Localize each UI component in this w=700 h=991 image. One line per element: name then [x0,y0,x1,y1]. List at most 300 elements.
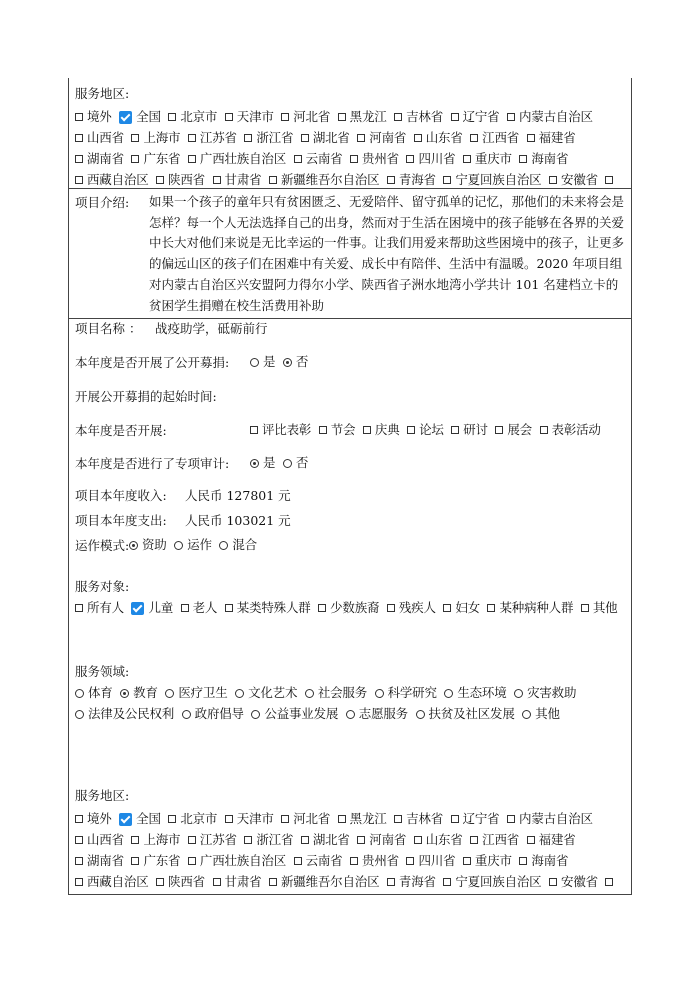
option-label: 北京市 [180,109,218,124]
option-item[interactable] [519,850,568,871]
option-label: 天津市 [236,811,274,826]
checkbox-icon[interactable] [451,815,459,823]
option-item[interactable] [470,829,519,850]
option-label: 评比表彰 [262,422,312,437]
option-item[interactable] [507,808,593,829]
income-value: 人民币 127801 元 [185,488,291,503]
option-item[interactable] [131,597,173,618]
option-label: 表彰活动 [551,422,601,437]
option-item[interactable] [269,169,379,190]
checkbox-icon[interactable] [387,176,395,184]
option-item[interactable] [181,597,218,618]
option-label: 其他 [535,706,560,721]
public-fundraising-label: 本年度是否开展了公开募捐: [75,355,230,370]
checkbox-icon[interactable] [406,857,414,865]
option-label: 甘肃省 [224,874,262,889]
option-item[interactable] [188,829,237,850]
option-item[interactable] [338,106,387,127]
option-item[interactable] [346,703,408,724]
option-item[interactable] [357,127,406,148]
radio-icon[interactable] [219,541,228,550]
option-item[interactable] [188,148,286,169]
checkbox-icon[interactable] [75,134,83,142]
option-item[interactable] [581,597,618,618]
checkbox-icon[interactable] [213,878,221,886]
option-item[interactable] [250,452,275,473]
option-item[interactable] [387,871,436,892]
checkbox-icon[interactable] [250,426,258,434]
radio-selected-icon[interactable] [250,459,259,468]
region-label-2: 服务地区: [75,788,130,803]
option-item[interactable] [487,597,573,618]
option-item[interactable] [156,871,205,892]
checkbox-icon[interactable] [75,857,83,865]
radio-icon[interactable] [522,710,531,719]
option-label: 妇女 [455,600,480,615]
option-item[interactable] [527,829,576,850]
expense-value: 人民币 103021 元 [185,513,291,528]
option-label: 安徽省 [561,874,598,889]
option-label: 广西壮族自治区 [199,151,287,166]
checkbox-icon[interactable] [540,426,548,434]
option-label: 全国 [136,811,161,826]
option-item[interactable] [416,703,515,724]
option-item[interactable] [213,169,262,190]
radio-icon[interactable] [165,689,174,698]
form-table [68,78,632,895]
option-label: 政府倡导 [194,706,244,721]
option-label: 江西省 [482,832,520,847]
option-item[interactable] [251,703,338,724]
option-item[interactable] [463,148,512,169]
checkbox-icon[interactable] [387,604,395,612]
checkbox-icon[interactable] [301,836,309,844]
radio-icon[interactable] [444,689,453,698]
option-item[interactable] [281,106,330,127]
option-label: 老人 [192,600,218,615]
checkbox-icon[interactable] [487,604,495,612]
option-item[interactable] [75,148,124,169]
option-item[interactable] [301,127,350,148]
checkbox-icon[interactable] [407,426,415,434]
option-label: 资助 [142,537,167,552]
checkbox-icon[interactable] [414,836,422,844]
radio-icon[interactable] [182,710,191,719]
option-label: 灾害救助 [527,685,577,700]
checkbox-icon[interactable] [75,836,83,844]
option-label: 全国 [136,109,161,124]
option-label: 青海省 [398,172,436,187]
option-label: 西藏自治区 [87,874,149,889]
field-options [75,682,631,724]
option-label: 天津市 [236,109,274,124]
option-label: 海南省 [531,151,569,166]
region-label-1: 服务地区: [75,86,130,101]
option-item[interactable] [375,682,437,703]
option-item[interactable] [131,127,180,148]
option-label: 河北省 [293,109,331,124]
checkbox-icon[interactable] [549,878,557,886]
option-label: 境外 [87,811,112,826]
radio-icon[interactable] [174,541,183,550]
checkbox-icon[interactable] [451,113,459,121]
checkbox-icon[interactable] [156,878,164,886]
option-item[interactable] [131,148,180,169]
checkbox-icon[interactable] [338,113,346,121]
option-item[interactable] [225,808,274,829]
activities-options [250,419,608,440]
radio-selected-icon[interactable] [120,689,129,698]
option-label: 甘肃省 [224,172,262,187]
option-item[interactable] [406,850,455,871]
option-label: 某种病种人群 [499,600,574,615]
option-label: 新疆维吾尔自治区 [280,172,380,187]
option-label: 云南省 [305,853,343,868]
option-item[interactable] [443,169,541,190]
radio-icon[interactable] [75,710,84,719]
option-label: 公益事业发展 [264,706,339,721]
checkbox-icon[interactable] [131,155,139,163]
checkbox-icon[interactable] [350,857,358,865]
option-item[interactable] [407,419,444,440]
checkbox-icon[interactable] [519,155,527,163]
option-item[interactable] [387,169,436,190]
checkbox-icon[interactable] [75,815,83,823]
option-label: 山东省 [425,130,463,145]
option-item[interactable] [319,419,356,440]
option-item[interactable] [350,850,399,871]
checkbox-icon[interactable] [301,134,309,142]
start-time-label: 开展公开募捐的起始时间: [75,389,217,404]
option-item[interactable] [318,597,379,618]
checkbox-icon[interactable] [225,113,233,121]
option-label: 重庆市 [474,151,512,166]
option-label: 辽宁省 [462,109,500,124]
option-item[interactable] [188,850,286,871]
option-label: 西藏自治区 [87,172,149,187]
option-label: 河北省 [293,811,331,826]
option-item[interactable] [75,127,124,148]
option-item[interactable] [75,808,112,829]
checkbox-checked-icon[interactable] [131,602,144,615]
option-label: 山东省 [425,832,463,847]
option-item[interactable] [119,808,161,829]
option-item[interactable] [470,127,519,148]
checkbox-icon[interactable] [131,836,139,844]
region-options-2 [75,808,631,892]
option-label: 黑龙江 [349,811,387,826]
option-label: 四川省 [418,853,456,868]
option-item[interactable] [451,106,500,127]
option-item[interactable] [244,127,293,148]
radio-icon[interactable] [75,689,84,698]
option-item[interactable] [156,169,205,190]
option-item[interactable] [75,850,124,871]
activities-label: 本年度是否开展: [75,423,167,438]
radio-icon[interactable] [250,358,259,367]
checkbox-icon[interactable] [168,815,176,823]
option-label: 境外 [87,109,112,124]
option-label: 某类特殊人群 [236,600,311,615]
radio-icon[interactable] [235,689,244,698]
checkbox-icon[interactable] [406,155,414,163]
checkbox-icon[interactable] [605,176,613,184]
option-label: 四川省 [418,151,456,166]
checkbox-icon[interactable] [363,426,371,434]
audit-options [250,452,316,473]
option-label: 云南省 [305,151,343,166]
option-item[interactable] [225,597,311,618]
checkbox-icon[interactable] [581,604,589,612]
option-item[interactable] [182,703,244,724]
option-label: 贵州省 [362,151,399,166]
checkbox-icon[interactable] [75,176,83,184]
intro-text: 如果一个孩子的童年只有贫困匮乏、无爱陪伴、留守孤单的记忆，那他们的未来将会是怎样？每一个人无法选择自己的出身，然而对于生活在困境中的孩子能够在各界的关爱中长大对他们来说是无比幸运的一件事。让我们用爱来帮助这些困境中的孩子，让更多的偏远山区的孩子们在困难中有关爱、成长中有陪伴、生活中有温暖。2020 年项目组对内蒙古自治区兴安盟阿力得尔小学、陕西省子洲水地湾小学共计 101 名建档立卡的贫困学生捐赠在校生活费用补助 [149,194,625,313]
checkbox-icon[interactable] [463,857,471,865]
checkbox-icon[interactable] [188,836,196,844]
option-item[interactable] [514,682,576,703]
option-item[interactable] [244,829,293,850]
option-item[interactable] [75,169,149,190]
option-item[interactable] [406,148,455,169]
checkbox-icon[interactable] [443,176,451,184]
checkbox-icon[interactable] [281,815,289,823]
option-label: 上海市 [143,130,181,145]
option-item[interactable] [522,703,560,724]
option-item[interactable] [75,597,124,618]
option-label: 江西省 [482,130,520,145]
option-item[interactable] [213,871,262,892]
radio-icon[interactable] [346,710,355,719]
checkbox-icon[interactable] [414,134,422,142]
checkbox-icon[interactable] [131,857,139,865]
option-item[interactable] [338,808,387,829]
field-label: 服务领域: [75,664,130,679]
option-item[interactable] [283,351,308,372]
option-item[interactable] [250,351,275,372]
option-item[interactable] [219,534,257,555]
radio-selected-icon[interactable] [283,358,292,367]
checkbox-icon[interactable] [168,113,176,121]
option-item[interactable] [165,682,227,703]
radio-selected-icon[interactable] [129,541,138,550]
checkbox-icon[interactable] [294,155,302,163]
checkbox-icon[interactable] [470,134,478,142]
option-item[interactable] [305,682,367,703]
option-item[interactable] [443,871,541,892]
option-label: 山西省 [87,130,124,145]
checkbox-icon[interactable] [75,113,83,121]
option-item[interactable] [294,850,343,871]
checkbox-icon[interactable] [451,426,459,434]
option-label: 上海市 [143,832,181,847]
checkbox-checked-icon[interactable] [119,813,132,826]
checkbox-icon[interactable] [225,815,233,823]
checkbox-icon[interactable] [318,604,326,612]
option-label: 贵州省 [362,853,399,868]
checkbox-icon[interactable] [394,815,402,823]
option-item[interactable] [451,419,488,440]
checkbox-icon[interactable] [244,836,252,844]
option-item[interactable] [75,871,149,892]
checkbox-checked-icon[interactable] [119,111,132,124]
checkbox-icon[interactable] [188,134,196,142]
option-item[interactable] [131,850,180,871]
option-label: 志愿服务 [358,706,408,721]
checkbox-icon[interactable] [319,426,327,434]
checkbox-icon[interactable] [338,815,346,823]
option-label: 浙江省 [256,832,294,847]
option-item[interactable] [549,169,598,190]
option-label: 福建省 [538,832,576,847]
checkbox-icon[interactable] [244,134,252,142]
option-label: 广东省 [143,151,181,166]
checkbox-icon[interactable] [131,134,139,142]
option-item[interactable] [444,682,506,703]
checkbox-icon[interactable] [357,836,365,844]
option-item[interactable] [443,597,480,618]
checkbox-icon[interactable] [294,857,302,865]
option-item[interactable] [549,871,598,892]
checkbox-icon[interactable] [527,134,535,142]
radio-icon[interactable] [375,689,384,698]
option-label: 否 [295,455,309,470]
option-item[interactable] [495,419,532,440]
option-item[interactable] [129,534,167,555]
option-label: 否 [295,354,309,369]
checkbox-icon[interactable] [156,176,164,184]
option-item[interactable] [75,682,113,703]
option-label: 其他 [592,600,618,615]
option-label: 广东省 [143,853,181,868]
checkbox-icon[interactable] [281,113,289,121]
checkbox-icon[interactable] [213,176,221,184]
option-label: 文化艺术 [248,685,298,700]
checkbox-icon[interactable] [507,815,515,823]
option-item[interactable] [235,682,297,703]
option-label: 少数族裔 [330,600,380,615]
option-item[interactable] [119,106,161,127]
option-item[interactable] [394,106,443,127]
option-item[interactable] [120,682,158,703]
checkbox-icon[interactable] [188,857,196,865]
option-item[interactable] [350,148,399,169]
option-item[interactable] [363,419,400,440]
checkbox-icon[interactable] [188,155,196,163]
radio-icon[interactable] [514,689,523,698]
radio-icon[interactable] [416,710,425,719]
option-label: 庆典 [374,422,400,437]
option-item[interactable] [294,148,343,169]
option-item[interactable] [463,850,512,871]
checkbox-icon[interactable] [549,176,557,184]
option-item[interactable] [301,829,350,850]
checkbox-icon[interactable] [269,176,277,184]
row-divider [69,318,631,319]
checkbox-icon[interactable] [269,878,277,886]
option-item[interactable] [451,808,500,829]
option-item[interactable] [250,419,311,440]
option-item[interactable] [188,127,237,148]
option-item[interactable] [283,452,308,473]
option-item[interactable] [75,106,112,127]
option-item[interactable] [75,829,124,850]
option-label: 辽宁省 [462,811,500,826]
option-item[interactable] [414,127,463,148]
radio-icon[interactable] [251,710,260,719]
checkbox-icon[interactable] [443,878,451,886]
expense-label: 项目本年度支出: [75,513,167,528]
checkbox-icon[interactable] [75,155,83,163]
checkbox-icon[interactable] [75,878,83,886]
option-item[interactable] [507,106,593,127]
option-item[interactable] [168,106,217,127]
checkbox-icon[interactable] [470,836,478,844]
option-label: 安徽省 [561,172,598,187]
option-label: 残疾人 [398,600,436,615]
checkbox-icon[interactable] [387,878,395,886]
checkbox-icon[interactable] [527,836,535,844]
radio-icon[interactable] [305,689,314,698]
project-name-label: 项目名称 ： [75,321,142,336]
option-label: 湖南省 [87,151,124,166]
option-label: 展会 [507,422,532,437]
option-item[interactable] [269,871,379,892]
checkbox-icon[interactable] [443,604,451,612]
option-item[interactable] [131,829,180,850]
option-item[interactable] [519,148,568,169]
option-item[interactable] [527,127,576,148]
option-item[interactable] [394,808,443,829]
option-item[interactable] [225,106,274,127]
option-label: 湖北省 [312,832,350,847]
checkbox-icon[interactable] [357,134,365,142]
option-item[interactable] [281,808,330,829]
option-item[interactable] [540,419,601,440]
radio-icon[interactable] [283,459,292,468]
checkbox-icon[interactable] [225,604,233,612]
checkbox-icon[interactable] [605,878,613,886]
checkbox-icon[interactable] [463,155,471,163]
option-label: 儿童 [148,600,174,615]
option-label: 河南省 [369,832,407,847]
option-label: 江苏省 [199,832,237,847]
checkbox-icon[interactable] [507,113,515,121]
option-label: 体育 [88,685,113,700]
option-label: 黑龙江 [349,109,387,124]
checkbox-icon[interactable] [181,604,189,612]
option-item[interactable] [75,703,174,724]
checkbox-icon[interactable] [495,426,503,434]
checkbox-icon[interactable] [394,113,402,121]
option-label: 论坛 [419,422,444,437]
checkbox-icon[interactable] [350,155,358,163]
checkbox-icon[interactable] [519,857,527,865]
option-item[interactable] [414,829,463,850]
option-label: 社会服务 [317,685,368,700]
option-item[interactable] [357,829,406,850]
audit-label: 本年度是否进行了专项审计: [75,456,230,471]
option-label: 山西省 [87,832,124,847]
option-label: 运作 [187,537,212,552]
option-item[interactable] [174,534,212,555]
row-divider [69,188,631,189]
option-item[interactable] [168,808,217,829]
option-label: 广西壮族自治区 [199,853,287,868]
option-item[interactable] [387,597,436,618]
checkbox-icon[interactable] [75,604,83,612]
option-label: 研讨 [463,422,488,437]
